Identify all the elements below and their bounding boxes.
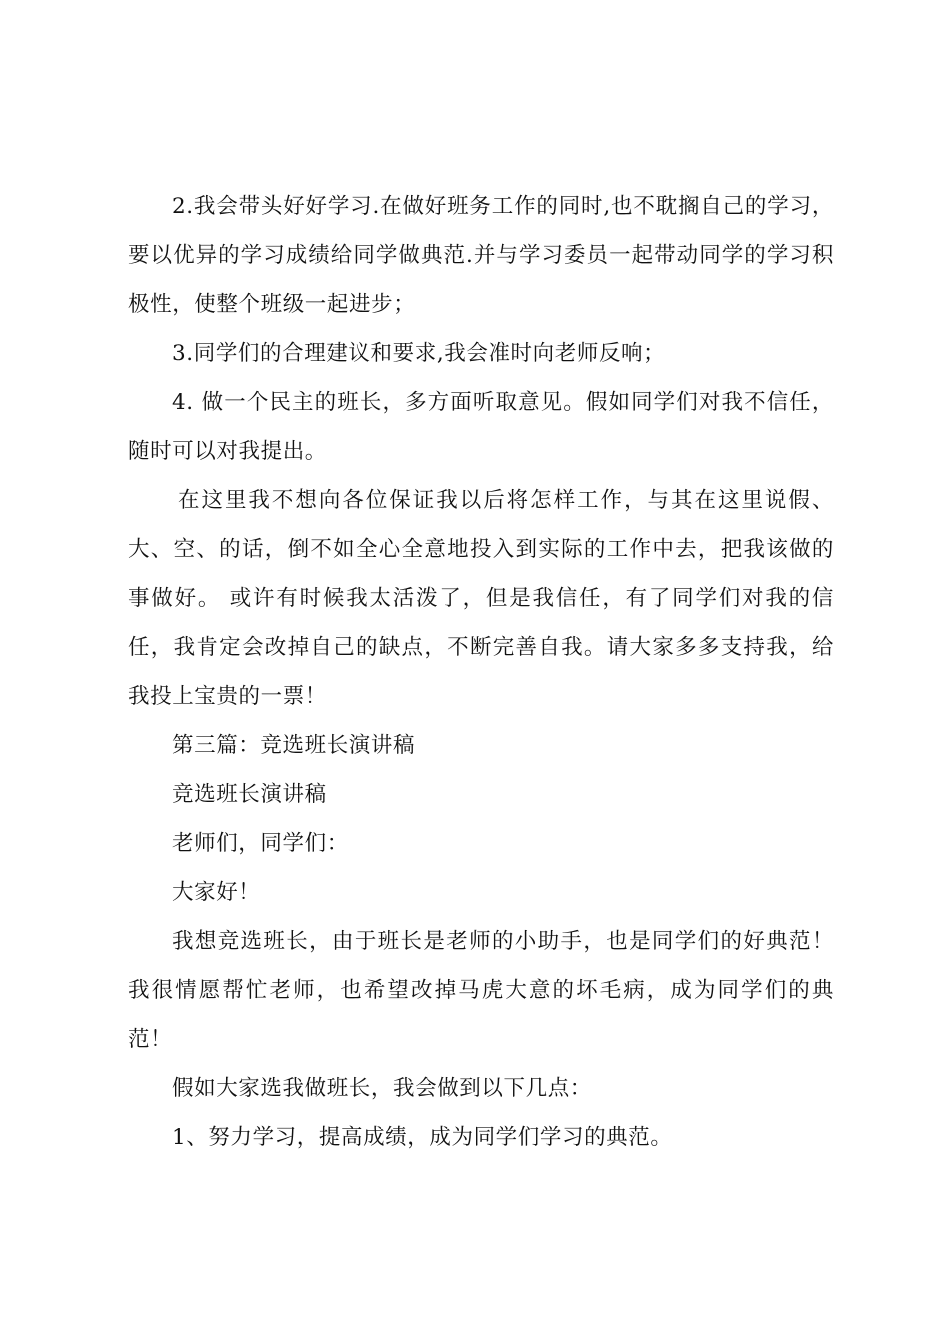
- paragraph-item-2: 2.我会带头好好学习.在做好班务工作的同时,也不耽搁自己的学习，要以优异的学习成绩给同学做典范.并与学习委员一起带动同学的学习积极性，使整个班级一起进步；: [128, 194, 834, 317]
- paragraph-body: 在这里我不想向各位保证我以后将怎样工作，与其在这里说假、大、空、的话，倒不如全心全意地投入到实际的工作中去，把我该做的事做好。 或许有时候我太活泼了，但是我信任，有了同学们对我的信任，我肯定会改掉自己的缺点，不断完善自我。请大家多多支持我，给我投上宝贵的一票！: [128, 488, 834, 709]
- paragraph-promise-intro: 假如大家选我做班长，我会做到以下几点：: [172, 1076, 592, 1101]
- paragraph-item-3: 3.同学们的合理建议和要求,我会准时向老师反响；: [172, 341, 666, 366]
- paragraph-item-4: 4. 做一个民主的班长，多方面听取意见。假如同学们对我不信任，随时可以对我提出。: [128, 390, 834, 464]
- promise-item-1: 1、努力学习，提高成绩，成为同学们学习的典范。: [172, 1125, 673, 1150]
- salutation: 老师们，同学们：: [172, 831, 349, 856]
- speech-title: 竞选班长演讲稿: [172, 782, 327, 807]
- paragraph-intro: 我想竞选班长，由于班长是老师的小助手，也是同学们的好典范！我很情愿帮忙老师，也希望改掉马虎大意的坏毛病，成为同学们的典范！: [128, 929, 834, 1052]
- section-heading: 第三篇：竞选班长演讲稿: [172, 733, 416, 758]
- greeting: 大家好！: [172, 880, 261, 905]
